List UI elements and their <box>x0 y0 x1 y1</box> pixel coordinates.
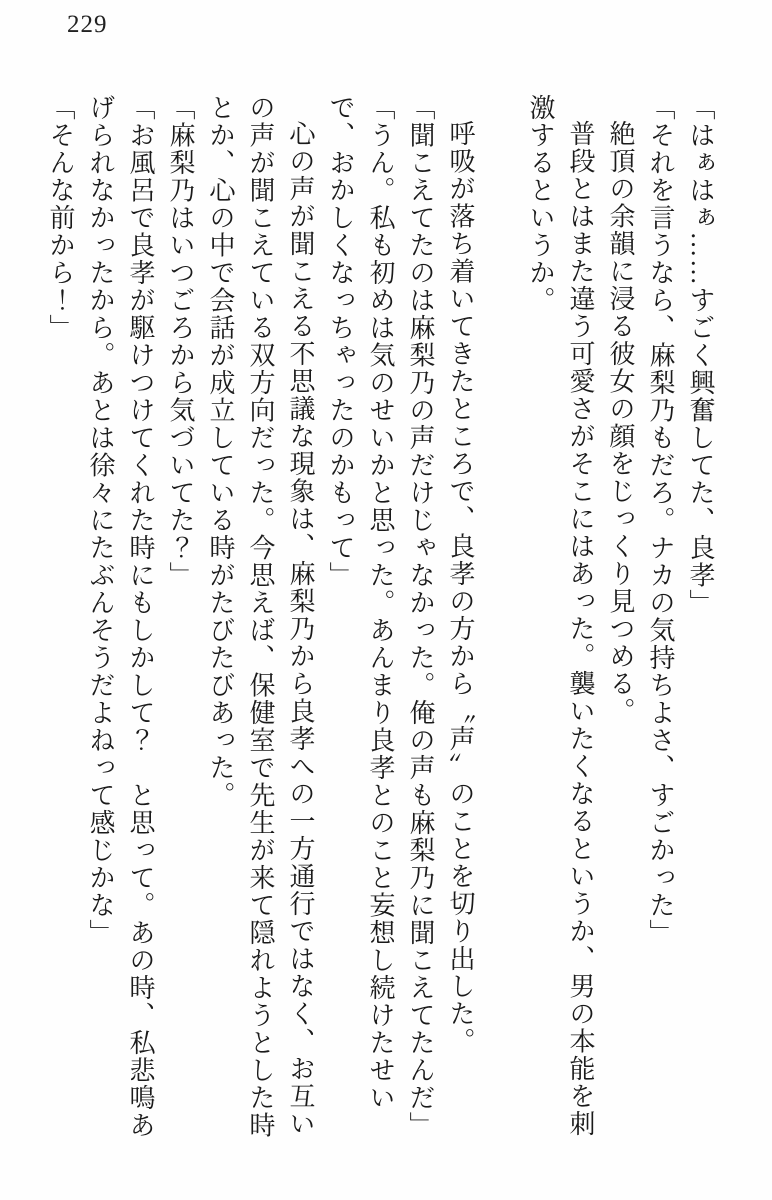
paragraph-dialogue-4: 「うん。私も初めは気のせいかと思った。あんまり良孝とのこと妄想し続けたせいで、おかしくなっちゃったのかもって」 <box>326 94 395 1112</box>
paragraph-dialogue-6: 「お風呂で良孝が駆けつけてくれた時にもしかして？ と思って。あの時、私悲鳴あげられなかったから。あとは徐々にたぶんそうだよねって感じかな」 <box>86 94 155 1139</box>
paragraph-dialogue-7: 「そんな前から！」 <box>46 94 75 342</box>
novel-text-block <box>40 94 720 1142</box>
paragraph-dialogue-2: 「それを言うなら、麻梨乃もだろ。ナカの気持ちよさ、すごかった」 <box>646 94 675 947</box>
paragraph-narrative-4: 心の声が聞こえる不思議な現象は、麻梨乃から良孝への一方通行ではなく、お互いの声が聞こえている双方向だった。今思えば、保健室で先生が来て隠れようとした時とか、心の中で会話が成立している時がたびたびあった。 <box>206 94 315 1139</box>
paragraph-dialogue-1: 「はぁはぁ……すごく興奮してた、良孝」 <box>686 94 715 617</box>
paragraph-dialogue-5: 「麻梨乃はいつごろから気づいてた？」 <box>166 94 195 589</box>
paragraph-narrative-3: 呼吸が落ち着いてきたところで、良孝の方から〝声〟のことを切り出した。 <box>446 120 475 1055</box>
paragraph-narrative-1: 絶頂の余韻に浸る彼女の顔をじっくり見つめる。 <box>606 120 635 725</box>
page-number: 229 <box>67 11 108 38</box>
paragraph-dialogue-3: 「聞こえてたのは麻梨乃の声だけじゃなかった。俺の声も麻梨乃に聞こえてたんだ」 <box>406 94 435 1139</box>
paragraph-narrative-2: 普段とはまた違う可愛さがそこにはあった。襲いたくなるというか、男の本能を刺激するというか。 <box>526 94 595 1138</box>
